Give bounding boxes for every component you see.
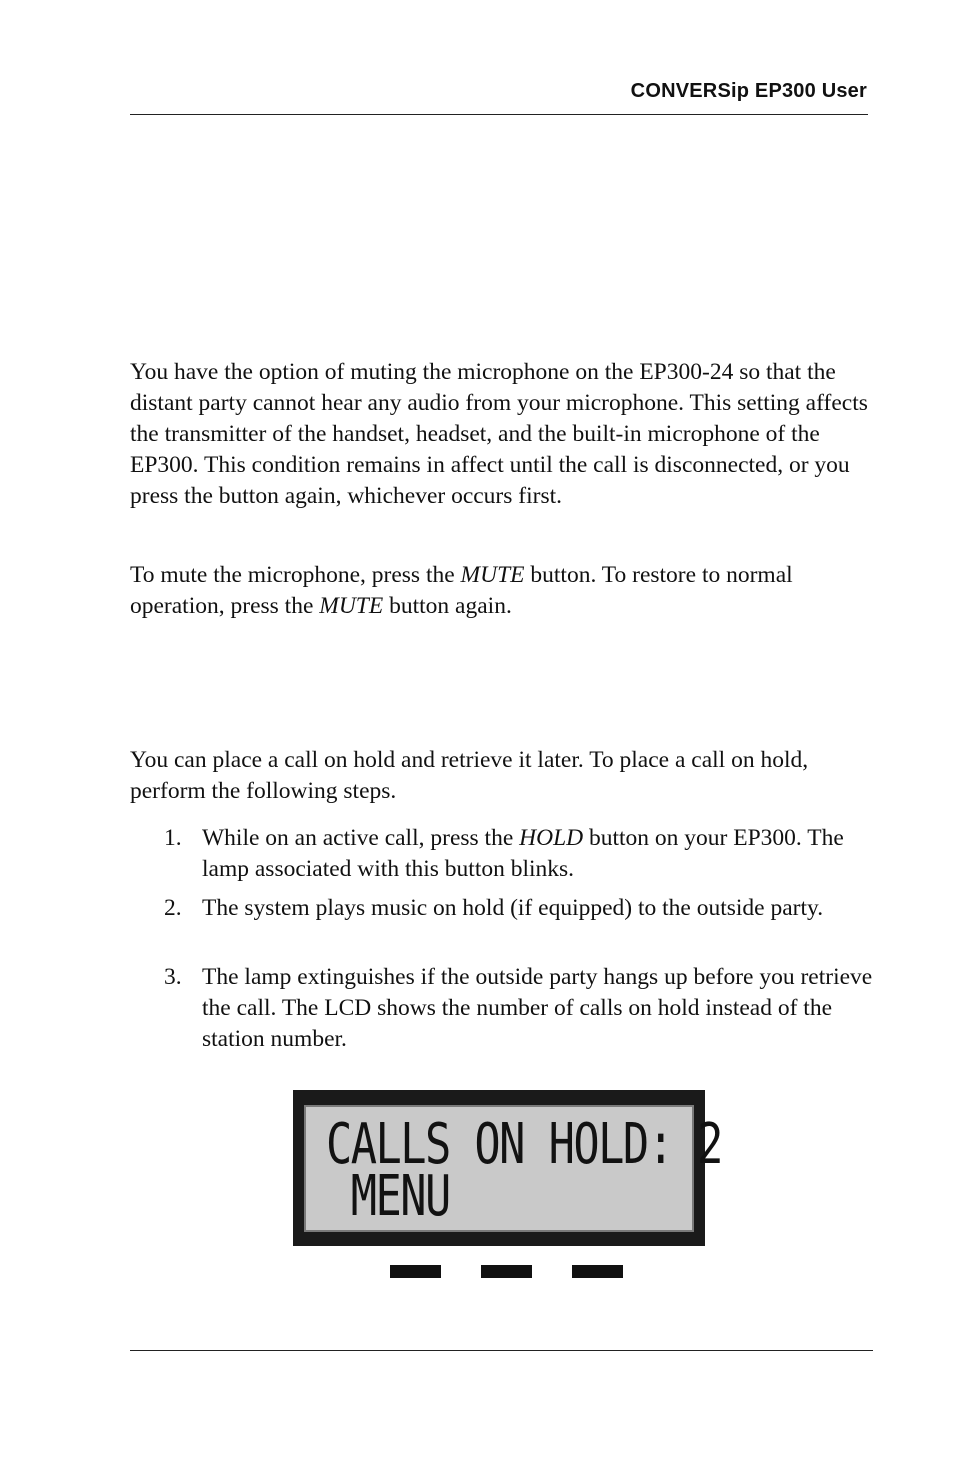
mute-paragraph-1: You have the option of muting the microphone on the EP300-24 so that the distant party cannot hear any audio from your microphone. This setting affects the transmitter of the handset, headset, and the built-in microphone of the EP300. This condition remains in affect until the call is disconnected, or you press the button again, whichever occurs first. bbox=[130, 359, 868, 509]
step-text: The system plays music on hold (if equipped) to the outside party. bbox=[202, 895, 824, 921]
lcd-display-figure bbox=[293, 1090, 722, 1246]
step-text: The lamp extinguishes if the outside party hangs up before you retrieve the call. The LCD shows the number of calls on hold instead of the station number. bbox=[202, 964, 873, 1052]
step-1-after: button on your EP300. The lamp associated with this button blinks. bbox=[202, 825, 844, 882]
mute-instruction-paragraph bbox=[130, 560, 870, 622]
lcd-line-2: MENU bbox=[326, 1164, 450, 1229]
mute-intro-paragraph bbox=[130, 357, 870, 512]
header-rule bbox=[130, 114, 868, 115]
softkey-2[interactable] bbox=[481, 1265, 532, 1278]
mute-p2-middle: button. To restore to normal operation, press the bbox=[130, 562, 793, 619]
hold-step-3 bbox=[164, 962, 874, 1055]
mute-button-ref-2: MUTE bbox=[319, 593, 384, 619]
step-number: 3. bbox=[164, 964, 182, 990]
softkey-3[interactable] bbox=[572, 1265, 623, 1278]
hold-intro-text: You can place a call on hold and retrieve it later. To place a call on hold, perform the following steps. bbox=[130, 747, 809, 804]
mute-button-ref-1: MUTE bbox=[460, 562, 525, 588]
softkey-1[interactable] bbox=[390, 1265, 441, 1278]
mute-p2-after: button again. bbox=[383, 593, 512, 619]
step-text bbox=[202, 823, 874, 885]
hold-intro-paragraph bbox=[130, 745, 870, 807]
lcd-screen bbox=[304, 1105, 722, 1232]
footer-rule bbox=[130, 1350, 873, 1351]
lcd-line-1: CALLS ON HOLD: 2 bbox=[326, 1112, 722, 1177]
hold-button-ref: HOLD bbox=[519, 825, 584, 851]
step-number: 2. bbox=[164, 895, 182, 921]
page-header-title: CONVERSip EP300 User bbox=[630, 80, 867, 102]
mute-instruction-text bbox=[130, 560, 870, 622]
step-number: 1. bbox=[164, 825, 182, 851]
hold-step-2 bbox=[164, 893, 874, 924]
step-1-before: While on an active call, press the bbox=[202, 825, 520, 851]
hold-step-1 bbox=[164, 823, 874, 885]
mute-p2-before: To mute the microphone, press the bbox=[130, 562, 461, 588]
